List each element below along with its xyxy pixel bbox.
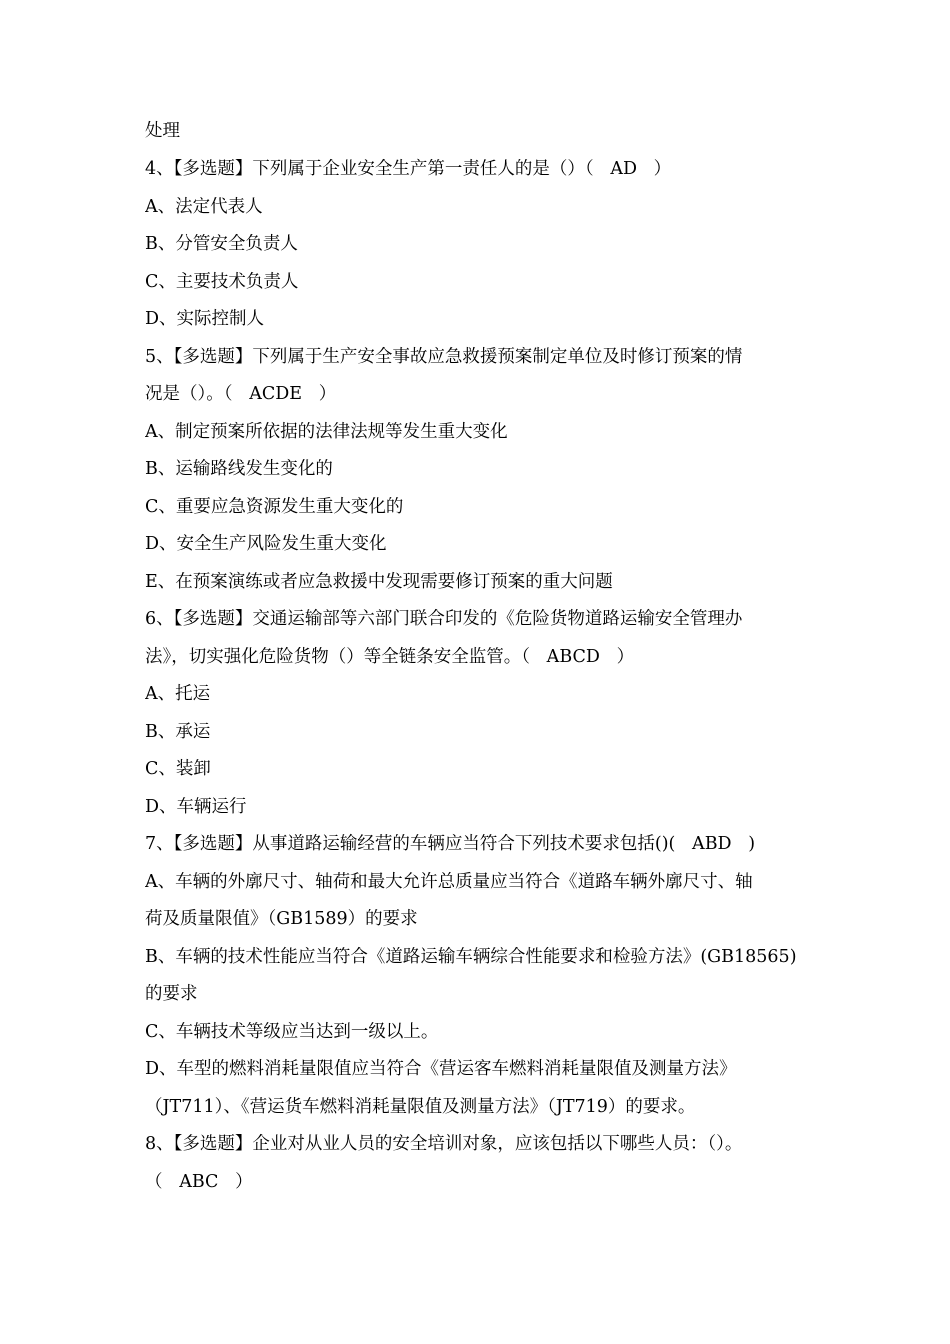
question-7-title: 7、【多选题】从事道路运输经营的车辆应当符合下列技术要求包括()( ABD ) [145, 834, 756, 854]
question-5-option-b: B、运输路线发生变化的 [145, 459, 333, 479]
question-5-title: 5、【多选题】下列属于生产安全事故应急救援预案制定单位及时修订预案的情 [145, 347, 743, 367]
question-5-title-cont: 况是（）。（ ACDE ） [145, 384, 337, 404]
question-7-option-c: C、车辆技术等级应当达到一级以上。 [145, 1022, 439, 1042]
question-8-title: 8、【多选题】企业对从业人员的安全培训对象，应该包括以下哪些人员：（）。 [145, 1134, 743, 1154]
question-5-option-d: D、安全生产风险发生重大变化 [145, 534, 387, 554]
question-4-option-c: C、主要技术负责人 [145, 272, 299, 292]
question-6-option-a: A、托运 [145, 684, 211, 704]
question-5-option-e: E、在预案演练或者应急救援中发现需要修订预案的重大问题 [145, 572, 613, 592]
question-7-option-b: B、车辆的技术性能应当符合《道路运输车辆综合性能要求和检验方法》(GB18565) [145, 947, 797, 967]
question-7-option-d-cont: （JT711）、《营运货车燃料消耗量限值及测量方法》（JT719）的要求。 [145, 1097, 696, 1117]
question-7-option-a-cont: 荷及质量限值》（GB1589）的要求 [145, 909, 418, 929]
question-4-option-a: A、法定代表人 [145, 197, 263, 217]
question-6-option-d: D、车辆运行 [145, 797, 247, 817]
question-4-title: 4、【多选题】下列属于企业安全生产第一责任人的是（）（ AD ） [145, 159, 672, 179]
question-6-title-cont: 法》，切实强化危险货物（）等全链条安全监管。（ ABCD ） [145, 647, 635, 667]
text-line: 处理 [145, 121, 180, 141]
question-4-option-b: B、分管安全负责人 [145, 234, 298, 254]
question-5-option-a: A、制定预案所依据的法律法规等发生重大变化 [145, 422, 508, 442]
question-6-title: 6、【多选题】交通运输部等六部门联合印发的《危险货物道路运输安全管理办 [145, 609, 743, 629]
question-7-option-a: A、车辆的外廓尺寸、轴荷和最大允许总质量应当符合《道路车辆外廓尺寸、轴 [145, 872, 753, 892]
question-4-option-d: D、实际控制人 [145, 309, 265, 329]
question-8-answer: （ ABC ） [145, 1172, 253, 1192]
question-5-option-c: C、重要应急资源发生重大变化的 [145, 497, 404, 517]
question-7-option-b-cont: 的要求 [145, 984, 198, 1004]
question-6-option-b: B、承运 [145, 722, 211, 742]
question-6-option-c: C、装卸 [145, 759, 211, 779]
question-7-option-d: D、车型的燃料消耗量限值应当符合《营运客车燃料消耗量限值及测量方法》 [145, 1059, 737, 1079]
